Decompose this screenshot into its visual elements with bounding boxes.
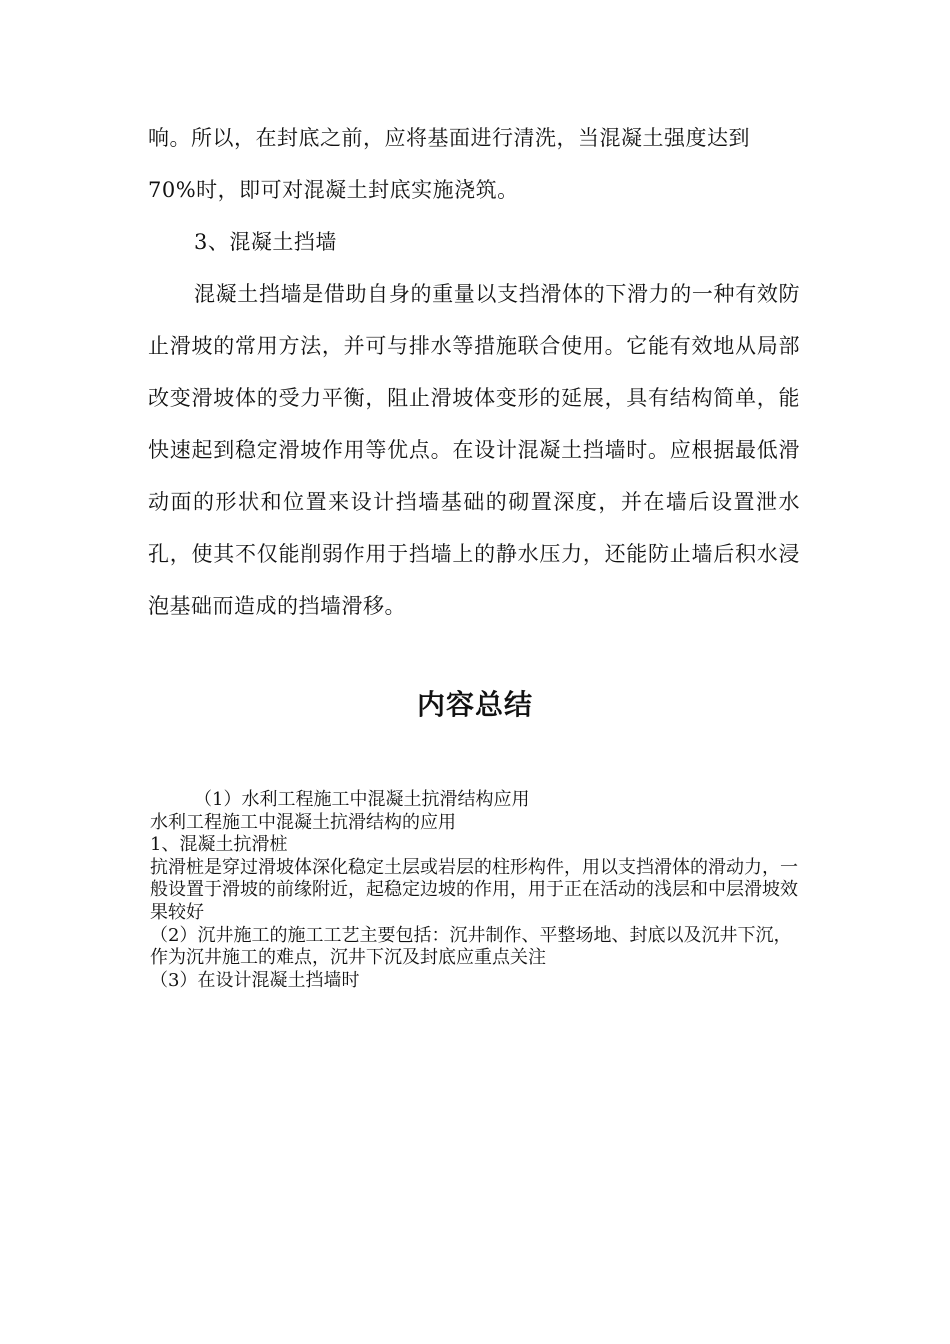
summary-title: 内容总结: [416, 688, 533, 721]
section-heading: 3、混凝土挡墙: [194, 230, 337, 254]
summary-item: （2）沉井施工的施工工艺主要包括：沉井制作、平整场地、封底以及沉井下沉，作为沉井施工的难点，沉井下沉及封底应重点关注: [150, 924, 792, 969]
summary-block: [150, 789, 798, 992]
summary-line: 水利工程施工中混凝土抗滑结构的应用: [150, 811, 456, 833]
summary-line: 抗滑桩是穿过滑坡体深化稳定土层或岩层的柱形构件，用以支挡滑体的滑动力，一般设置于滑坡的前缘附近，起稳定边坡的作用，用于正在活动的浅层和中层滑坡效果较好: [150, 856, 798, 923]
body-text: [148, 112, 800, 632]
paragraph: 混凝土挡墙是借助自身的重量以支挡滑体的下滑力的一种有效防止滑坡的常用方法，并可与排水等措施联合使用。它能有效地从局部改变滑坡体的受力平衡，阻止滑坡体变形的延展，具有结构简单，能快速起到稳定滑坡作用等优点。在设计混凝土挡墙时。应根据最低滑动面的形状和位置来设计挡墙基础的砌置深度，并在墙后设置泄水孔，使其不仅能削弱作用于挡墙上的静水压力，还能防止墙后积水浸泡基础而造成的挡墙滑移。: [148, 282, 800, 618]
summary-item: （3）在设计混凝土挡墙时: [150, 969, 360, 991]
summary-item: （1）水利工程施工中混凝土抗滑结构应用: [194, 789, 530, 810]
summary-line: 1、混凝土抗滑桩: [150, 834, 288, 856]
paragraph-line: 70%时，即可对混凝土封底实施浇筑。: [148, 178, 519, 202]
paragraph-line: 响。所以，在封底之前，应将基面进行清洗，当混凝土强度达到: [148, 126, 750, 150]
